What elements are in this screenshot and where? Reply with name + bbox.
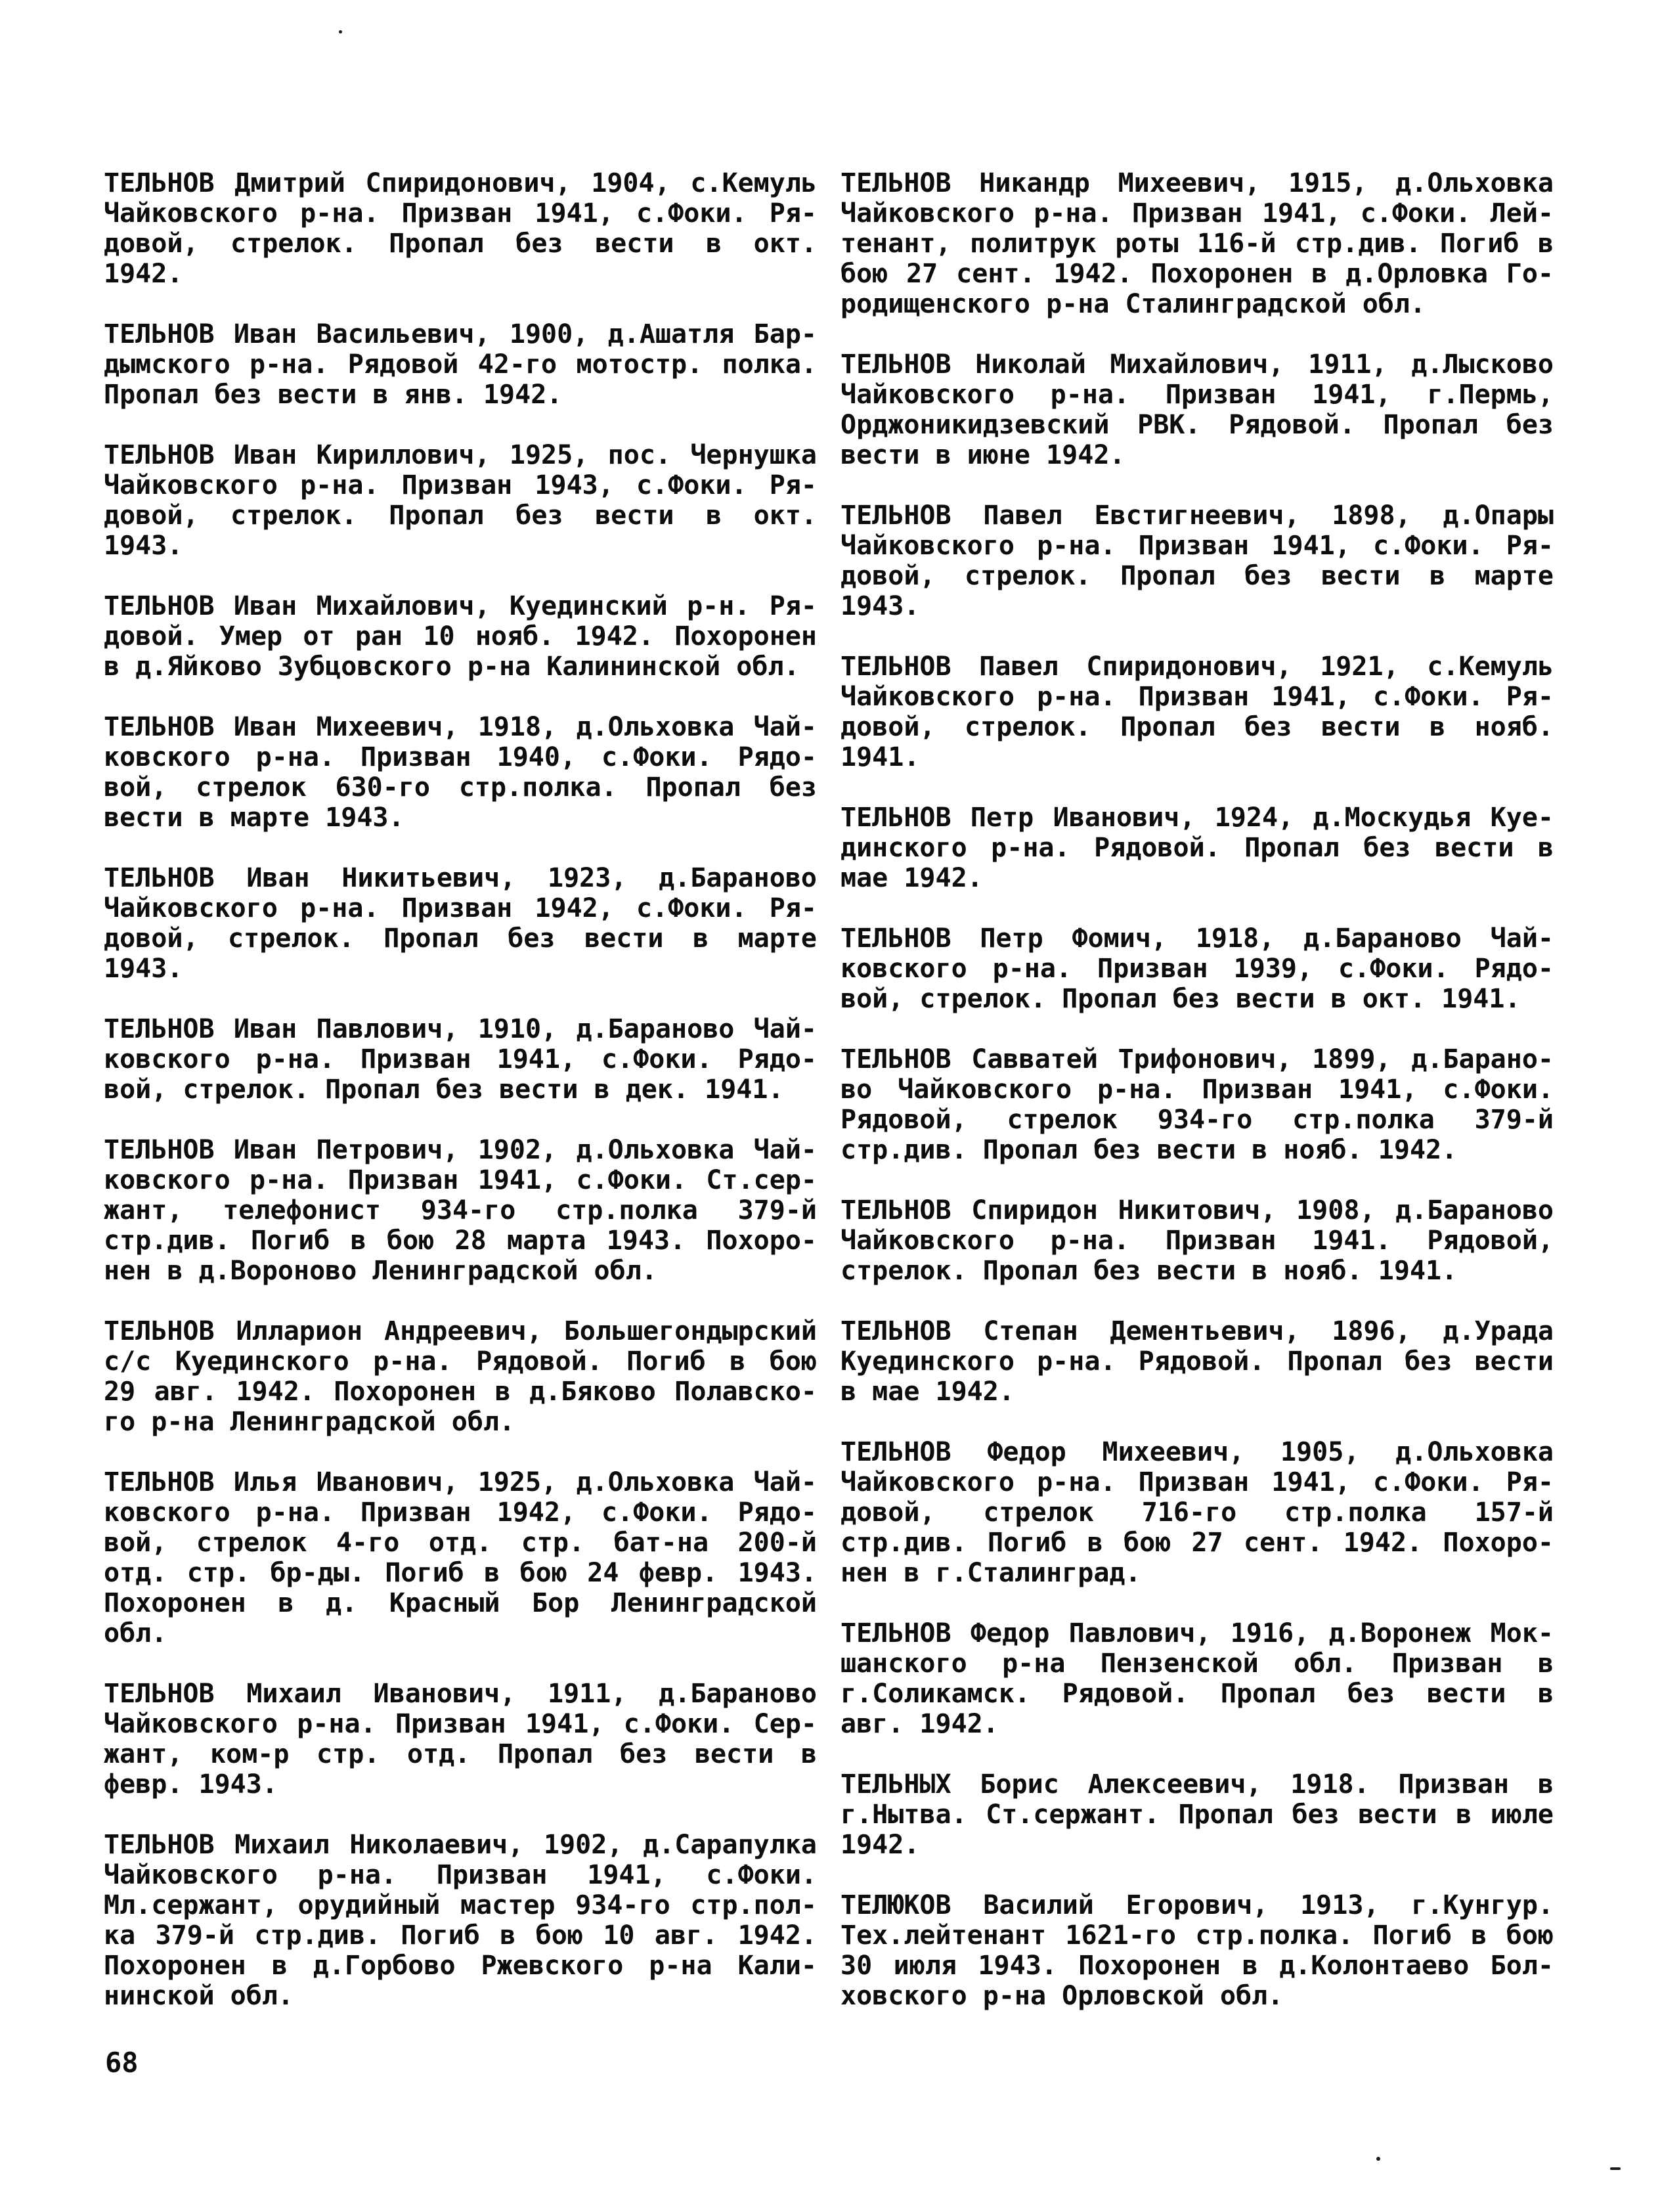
entry-line: 30 июля 1943. Похоронен в д.Колонтаево Бол- bbox=[841, 1951, 1554, 1981]
entry-line: ТЕЛЬНОВ Иван Петрович, 1902, д.Ольховка Чай- bbox=[104, 1135, 817, 1165]
entry-line: ковского р-на. Призван 1941, с.Фоки. Рядо- bbox=[104, 1044, 817, 1074]
entry-line: довой, стрелок. Пропал без вести в марте bbox=[104, 923, 817, 954]
entry-line: родищенского р-на Сталинградской обл. bbox=[841, 289, 1426, 319]
entry-line: стр.див. Погиб в бою 28 марта 1943. Похоро- bbox=[104, 1226, 817, 1256]
memorial-entry bbox=[104, 1679, 817, 1800]
memorial-entry bbox=[841, 803, 1554, 893]
entry-line: ковского р-на. Призван 1942, с.Фоки. Рядо- bbox=[104, 1497, 817, 1528]
memorial-entry bbox=[104, 712, 817, 833]
entry-line: ТЕЛЬНОВ Михаил Николаевич, 1902, д.Сарапулка bbox=[104, 1830, 817, 1860]
entry-line: ховского р-на Орловской обл. bbox=[841, 1981, 1284, 2011]
entry-line: го р-на Ленинградской обл. bbox=[104, 1407, 515, 1437]
entry-line: ТЕЛЬНОВ Никандр Михеевич, 1915, д.Ольховка bbox=[841, 168, 1554, 198]
entry-line: ТЕЛЬНОВ Михаил Иванович, 1911, д.Бараново bbox=[104, 1679, 817, 1709]
entry-line: ТЕЛЬНОВ Петр Иванович, 1924, д.Москудья Куе- bbox=[841, 803, 1554, 833]
memorial-entry bbox=[841, 1044, 1554, 1165]
entry-line: 29 авг. 1942. Похоронен в д.Бяково Полавско- bbox=[104, 1377, 817, 1407]
memorial-entry bbox=[841, 500, 1554, 621]
left-column bbox=[104, 168, 817, 2041]
entry-line: ТЕЛЬНОВ Павел Евстигнеевич, 1898, д.Опары bbox=[841, 500, 1554, 531]
entry-line: ТЕЛЬНОВ Илья Иванович, 1925, д.Ольховка Чай- bbox=[104, 1467, 817, 1497]
entry-line: нинской обл. bbox=[104, 1981, 294, 2011]
entry-line: тенант, политрук роты 116-й стр.див. Погиб в bbox=[841, 229, 1554, 259]
entry-line: Пропал без вести в янв. 1942. bbox=[104, 380, 563, 410]
entry-line: довой, стрелок. Пропал без вести в нояб. bbox=[841, 712, 1554, 742]
entry-line: Чайковского р-на. Призван 1941, с.Фоки. Ря- bbox=[104, 198, 817, 229]
entry-line: ТЕЛЬНЫХ Борис Алексеевич, 1918. Призван в bbox=[841, 1769, 1554, 1800]
memorial-entry bbox=[841, 1195, 1554, 1286]
entry-line: авг. 1942. bbox=[841, 1709, 999, 1739]
memorial-entry bbox=[841, 1437, 1554, 1588]
entry-line: ТЕЛЬНОВ Николай Михайлович, 1911, д.Лысково bbox=[841, 349, 1554, 380]
entry-line: 1943. bbox=[104, 531, 183, 561]
entry-line: ТЕЛЬНОВ Федор Михеевич, 1905, д.Ольховка bbox=[841, 1437, 1554, 1467]
entry-line: довой. Умер от ран 10 нояб. 1942. Похоронен bbox=[104, 621, 817, 652]
entry-line: стрелок. Пропал без вести в нояб. 1941. bbox=[841, 1256, 1458, 1286]
memorial-entry bbox=[841, 1890, 1554, 2011]
entry-line: февр. 1943. bbox=[104, 1769, 278, 1800]
entry-line: Чайковского р-на. Призван 1943, с.Фоки. Ря- bbox=[104, 470, 817, 500]
scan-speck bbox=[339, 30, 342, 33]
entry-line: 1941. bbox=[841, 742, 920, 772]
memorial-entry bbox=[104, 1467, 817, 1648]
memorial-entry bbox=[104, 440, 817, 561]
entry-line: ТЕЛЮКОВ Василий Егорович, 1913, г.Кунгур. bbox=[841, 1890, 1554, 1920]
entry-line: довой, стрелок 716-го стр.полка 157-й bbox=[841, 1497, 1554, 1528]
entry-line: ТЕЛЬНОВ Иван Михайлович, Куединский р-н. Ря- bbox=[104, 591, 817, 621]
entry-line: ковского р-на. Призван 1939, с.Фоки. Рядо- bbox=[841, 954, 1554, 984]
entry-line: ТЕЛЬНОВ Федор Павлович, 1916, д.Воронеж Мок- bbox=[841, 1618, 1554, 1648]
entry-line: динского р-на. Рядовой. Пропал без вести в bbox=[841, 833, 1554, 863]
entry-line: во Чайковского р-на. Призван 1941, с.Фоки. bbox=[841, 1074, 1554, 1105]
entry-line: вести в марте 1943. bbox=[104, 803, 404, 833]
entry-line: довой, стрелок. Пропал без вести в окт. bbox=[104, 500, 817, 531]
entry-line: Чайковского р-на. Призван 1942, с.Фоки. Ря- bbox=[104, 893, 817, 923]
entry-line: дымского р-на. Рядовой 42-го мотостр. полка. bbox=[104, 349, 817, 380]
entry-line: 1943. bbox=[104, 954, 183, 984]
memorial-entry bbox=[841, 168, 1554, 319]
entry-line: жант, ком-р стр. отд. Пропал без вести в bbox=[104, 1739, 817, 1769]
entry-line: ТЕЛЬНОВ Петр Фомич, 1918, д.Бараново Чай- bbox=[841, 923, 1554, 954]
entry-line: ТЕЛЬНОВ Иван Никитьевич, 1923, д.Бараново bbox=[104, 863, 817, 893]
memorial-entry bbox=[104, 168, 817, 289]
entry-line: Чайковского р-на. Призван 1941, с.Фоки. Лей- bbox=[841, 198, 1554, 229]
entry-line: Чайковского р-на. Призван 1941, с.Фоки. Ря- bbox=[841, 1467, 1554, 1497]
entry-line: вой, стрелок. Пропал без вести в дек. 1941. bbox=[104, 1074, 784, 1105]
memorial-entry bbox=[104, 591, 817, 682]
entry-line: отд. стр. бр-ды. Погиб в бою 24 февр. 1943. bbox=[104, 1558, 817, 1588]
entry-line: Чайковского р-на. Призван 1941, с.Фоки. bbox=[104, 1860, 817, 1890]
memorial-entry bbox=[104, 319, 817, 410]
scan-speck bbox=[1610, 2167, 1621, 2170]
entry-line: ТЕЛЬНОВ Иван Павлович, 1910, д.Бараново Чай- bbox=[104, 1014, 817, 1044]
entry-line: Похоронен в д.Горбово Ржевского р-на Кали- bbox=[104, 1951, 817, 1981]
entry-line: Рядовой, стрелок 934-го стр.полка 379-й bbox=[841, 1105, 1554, 1135]
entry-line: ковского р-на. Призван 1941, с.Фоки. Ст.сер- bbox=[104, 1165, 817, 1195]
memorial-entry bbox=[104, 1316, 817, 1437]
entry-line: ТЕЛЬНОВ Савватей Трифонович, 1899, д.Барано- bbox=[841, 1044, 1554, 1074]
entry-line: Мл.сержант, орудийный мастер 934-го стр.пол- bbox=[104, 1890, 817, 1920]
entry-line: ка 379-й стр.див. Погиб в бою 10 авг. 1942. bbox=[104, 1920, 817, 1951]
entry-line: бою 27 сент. 1942. Похоронен в д.Орловка Го- bbox=[841, 259, 1554, 289]
entry-line: довой, стрелок. Пропал без вести в марте bbox=[841, 561, 1554, 591]
entry-line: ТЕЛЬНОВ Иван Кириллович, 1925, пос. Чернушка bbox=[104, 440, 817, 470]
entry-line: Похоронен в д. Красный Бор Ленинградской bbox=[104, 1588, 817, 1618]
entry-line: Тех.лейтенант 1621-го стр.полка. Погиб в бою bbox=[841, 1920, 1554, 1951]
entry-line: ТЕЛЬНОВ Дмитрий Спиридонович, 1904, с.Кемуль bbox=[104, 168, 817, 198]
entry-line: Чайковского р-на. Призван 1941. Рядовой, bbox=[841, 1226, 1554, 1256]
entry-line: нен в д.Вороново Ленинградской обл. bbox=[104, 1256, 657, 1286]
memorial-entry bbox=[841, 1618, 1554, 1739]
entry-line: Куединского р-на. Рядовой. Пропал без вести bbox=[841, 1346, 1554, 1377]
entry-line: Чайковского р-на. Призван 1941, с.Фоки. Ря- bbox=[841, 682, 1554, 712]
entry-line: 1942. bbox=[841, 1830, 920, 1860]
entry-line: ковского р-на. Призван 1940, с.Фоки. Рядо- bbox=[104, 742, 817, 772]
entry-line: ТЕЛЬНОВ Илларион Андреевич, Большегондырский bbox=[104, 1316, 817, 1346]
entry-line: в мае 1942. bbox=[841, 1377, 1015, 1407]
memorial-entry bbox=[841, 923, 1554, 1014]
memorial-entry bbox=[104, 1135, 817, 1286]
entry-line: ТЕЛЬНОВ Иван Михеевич, 1918, д.Ольховка Чай- bbox=[104, 712, 817, 742]
entry-line: с/с Куединского р-на. Рядовой. Погиб в бою bbox=[104, 1346, 817, 1377]
page-number: 68 bbox=[105, 2046, 139, 2079]
entry-line: 1942. bbox=[104, 259, 183, 289]
entry-line: Орджоникидзевский РВК. Рядовой. Пропал без bbox=[841, 410, 1554, 440]
memorial-entry bbox=[104, 1830, 817, 2011]
entry-line: шанского р-на Пензенской обл. Призван в bbox=[841, 1648, 1554, 1679]
entry-line: стр.див. Пропал без вести в нояб. 1942. bbox=[841, 1135, 1458, 1165]
memorial-entry bbox=[841, 1316, 1554, 1407]
memorial-entry bbox=[841, 349, 1554, 470]
entry-line: ТЕЛЬНОВ Иван Васильевич, 1900, д.Ашатля Бар- bbox=[104, 319, 817, 349]
entry-line: Чайковского р-на. Призван 1941, г.Пермь, bbox=[841, 380, 1554, 410]
right-column bbox=[841, 168, 1554, 2041]
entry-line: 1943. bbox=[841, 591, 920, 621]
entry-line: ТЕЛЬНОВ Степан Дементьевич, 1896, д.Урада bbox=[841, 1316, 1554, 1346]
entry-line: г.Соликамск. Рядовой. Пропал без вести в bbox=[841, 1679, 1554, 1709]
scan-speck bbox=[1376, 2157, 1380, 2161]
memorial-entry bbox=[104, 863, 817, 984]
memorial-entry bbox=[841, 1769, 1554, 1860]
entry-line: ТЕЛЬНОВ Павел Спиридонович, 1921, с.Кемуль bbox=[841, 652, 1554, 682]
memorial-entry bbox=[841, 652, 1554, 772]
entry-line: довой, стрелок. Пропал без вести в окт. bbox=[104, 229, 817, 259]
entry-line: вести в июне 1942. bbox=[841, 440, 1125, 470]
entry-line: Чайковского р-на. Призван 1941, с.Фоки. Сер- bbox=[104, 1709, 817, 1739]
entry-line: обл. bbox=[104, 1618, 167, 1648]
entry-line: Чайковского р-на. Призван 1941, с.Фоки. Ря- bbox=[841, 531, 1554, 561]
entry-line: вой, стрелок 630-го стр.полка. Пропал без bbox=[104, 772, 817, 803]
entry-line: вой, стрелок. Пропал без вести в окт. 1941. bbox=[841, 984, 1521, 1014]
entry-line: нен в г.Сталинград. bbox=[841, 1558, 1141, 1588]
entry-line: ТЕЛЬНОВ Спиридон Никитович, 1908, д.Бараново bbox=[841, 1195, 1554, 1226]
entry-line: в д.Яйково Зубцовского р-на Калининской обл. bbox=[104, 652, 800, 682]
entry-line: г.Нытва. Ст.сержант. Пропал без вести в июле bbox=[841, 1800, 1554, 1830]
entry-line: жант, телефонист 934-го стр.полка 379-й bbox=[104, 1195, 817, 1226]
entry-line: вой, стрелок 4-го отд. стр. бат-на 200-й bbox=[104, 1528, 817, 1558]
entry-line: стр.див. Погиб в бою 27 сент. 1942. Похоро- bbox=[841, 1528, 1554, 1558]
memorial-entry bbox=[104, 1014, 817, 1105]
entry-line: мае 1942. bbox=[841, 863, 983, 893]
